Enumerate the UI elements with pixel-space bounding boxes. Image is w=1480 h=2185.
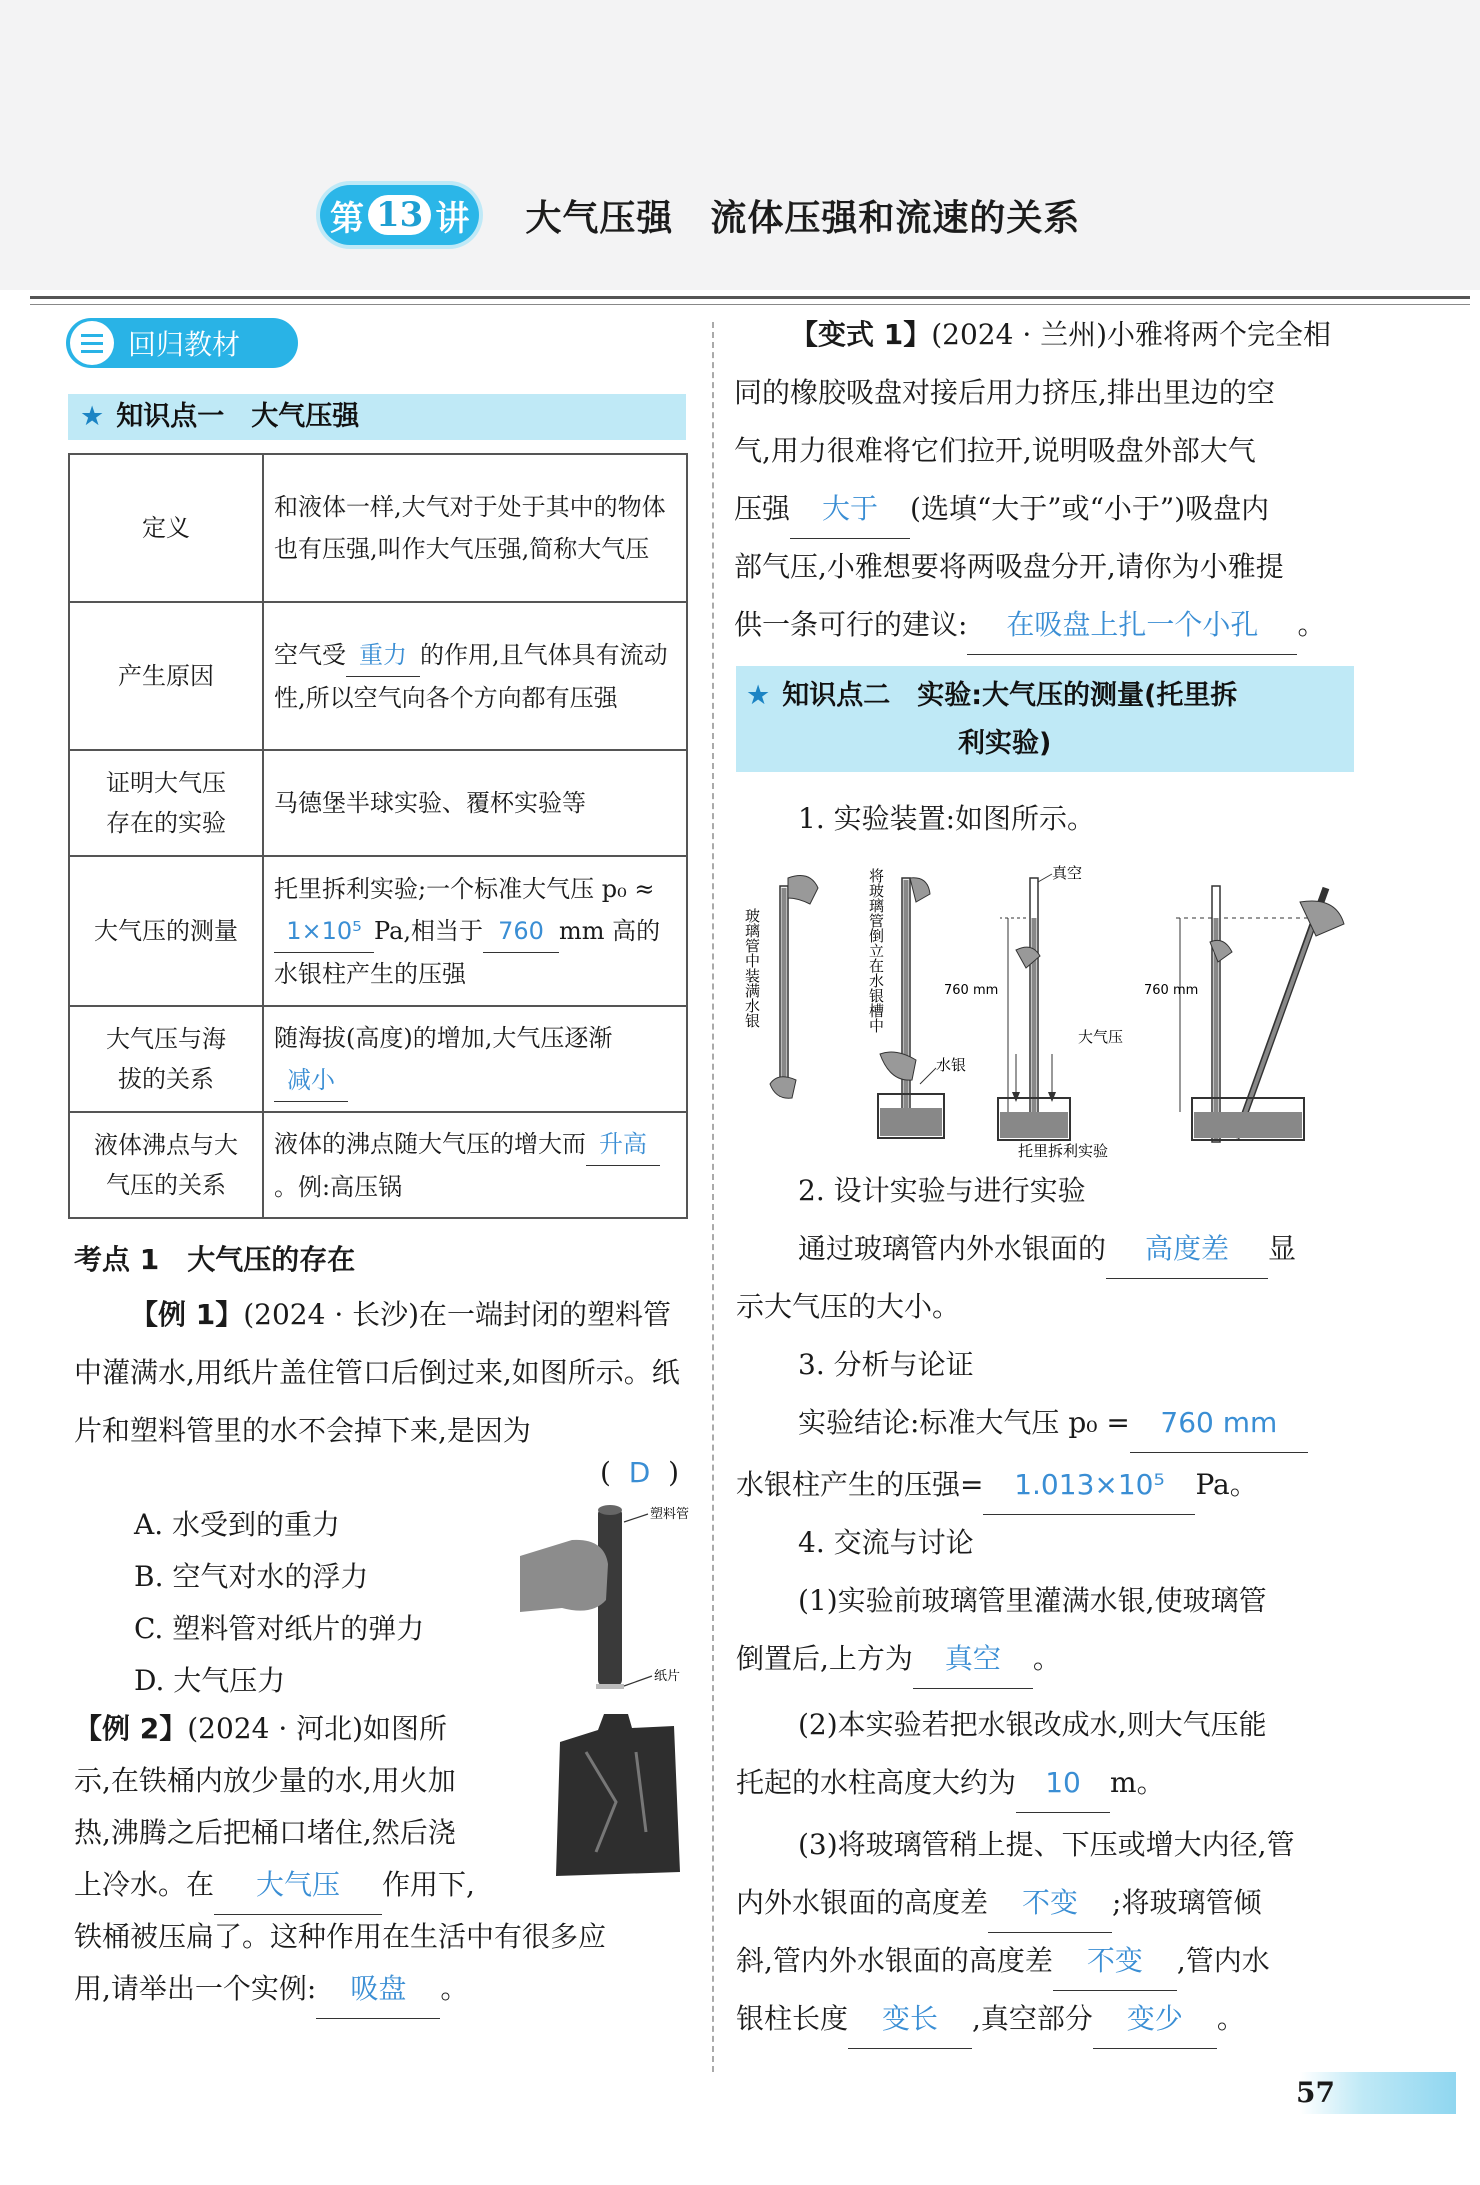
text: ,真空部分 xyxy=(972,2002,1093,2035)
torricelli-figure xyxy=(740,858,1360,1158)
variant-1-line2: 同的橡胶吸盘对接后用力挤压,排出里边的空 xyxy=(734,376,1275,409)
row-head: 大气压的测量 xyxy=(69,856,263,1006)
experiment-step-1: 1. 实验装置:如图所示。 xyxy=(798,802,1096,835)
variant-1-line5: 部气压,小雅想要将两吸盘分开,请你为小雅提 xyxy=(734,550,1284,583)
answer-blank: 变长 xyxy=(848,1990,972,2049)
text: 知识点二 实验:大气压的测量(托里拆 xyxy=(782,680,1238,711)
hand-shape xyxy=(520,1540,608,1612)
text: Pa,相当于 xyxy=(374,916,484,945)
lesson-title xyxy=(320,180,1080,250)
discussion-q3-line1: (3)将玻璃管稍上提、下压或增大内径,管 xyxy=(798,1828,1295,1861)
text: 显 xyxy=(1268,1232,1297,1265)
paper-sheet-shape xyxy=(596,1684,624,1689)
row-content: 马德堡半球实验、覆杯实验等 xyxy=(263,750,687,856)
knowledge-point-2-line1 xyxy=(746,672,1344,720)
text: 供一条可行的建议: xyxy=(734,608,968,641)
experiment-step-2: 2. 设计实验与进行实验 xyxy=(798,1174,1086,1207)
crushed-can-figure xyxy=(546,1712,686,1882)
head-line: 液体沸点与大 xyxy=(94,1131,238,1159)
option-b: B. 空气对水的浮力 xyxy=(134,1560,369,1593)
row-content xyxy=(263,1112,687,1218)
experiment-step-3: 3. 分析与论证 xyxy=(798,1348,974,1381)
section-pill-label: 回归教材 xyxy=(128,328,241,361)
text: ;将玻璃管倾 xyxy=(1112,1886,1262,1919)
header-divider-thin xyxy=(30,304,1470,305)
example-2-line3: 热,沸腾之后把桶口堵住,然后浇 xyxy=(74,1816,456,1849)
figure-label-tube: 塑料管 xyxy=(650,1507,690,1522)
example-2-line5: 铁桶被压扁了。这种作用在生活中有很多应 xyxy=(74,1920,607,1953)
answer-blank: 变少 xyxy=(1093,1990,1217,2049)
text: 上冷水。在 xyxy=(74,1868,215,1901)
answer-blank: 760 xyxy=(483,910,559,953)
section-pill xyxy=(66,318,298,368)
text: Pa。 xyxy=(1195,1468,1258,1501)
column-divider xyxy=(712,322,714,2072)
answer-blank: 升高 xyxy=(586,1123,660,1166)
text: (2024 · 河北)如图所 xyxy=(187,1712,448,1745)
experiment-step-2b: 示大气压的大小。 xyxy=(736,1290,961,1323)
text: 压强 xyxy=(734,492,791,525)
text: 通过玻璃管内外水银面的 xyxy=(798,1232,1107,1265)
discussion-q1-line1: (1)实验前玻璃管里灌满水银,使玻璃管 xyxy=(798,1584,1267,1617)
answer-blank: 10 xyxy=(1016,1754,1110,1813)
text: ,管内水 xyxy=(1176,1944,1270,1977)
lesson-badge xyxy=(320,185,479,245)
row-content xyxy=(263,602,687,750)
text: 实验结论:标准大气压 p₀ = xyxy=(798,1406,1130,1439)
answer-blank: 减小 xyxy=(274,1059,348,1102)
variant-1-tag: 【变式 1】 xyxy=(790,318,932,351)
experiment-step-4: 4. 交流与讨论 xyxy=(798,1526,974,1559)
plastic-tube-figure xyxy=(512,1500,698,1700)
discussion-q3-line2 xyxy=(736,1874,1261,1933)
row-content: 和液体一样,大气对于处于其中的物体也有压强,叫作大气压强,简称大气压 xyxy=(263,454,687,602)
answer-blank: 1.013×10⁵ xyxy=(983,1456,1195,1515)
knowledge-point-1-heading xyxy=(68,394,686,440)
text: (选填“大于”或“小于”)吸盘内 xyxy=(910,492,1270,525)
head-line: 气压的关系 xyxy=(106,1171,226,1199)
knowledge-table xyxy=(68,453,688,1219)
header-divider xyxy=(30,296,1470,299)
page-title: 大气压强 流体压强和流速的关系 xyxy=(525,197,1081,239)
variant-1-line4 xyxy=(734,480,1269,539)
table-row xyxy=(69,1006,687,1112)
text: 。 xyxy=(1216,2002,1245,2035)
label-mercury: 水银 xyxy=(936,1056,967,1074)
can-shape xyxy=(556,1714,680,1876)
figure-caption: 托里拆利实验 xyxy=(1018,1142,1109,1158)
book-icon xyxy=(70,321,114,365)
text: 。例:高压锅 xyxy=(274,1172,403,1201)
option-d: D. 大气压力 xyxy=(134,1664,286,1697)
knowledge-point-1-title: 知识点一 大气压强 xyxy=(116,401,360,432)
head-line: 证明大气压 xyxy=(106,769,226,797)
variant-1-line6 xyxy=(734,596,1325,655)
answer-blank: 不变 xyxy=(988,1874,1112,1933)
discussion-q1-line2 xyxy=(736,1630,1061,1689)
discussion-q3-line4 xyxy=(736,1990,1245,2049)
discussion-q2-line1: (2)本实验若把水银改成水,则大气压能 xyxy=(798,1708,1267,1741)
table-row xyxy=(69,856,687,1006)
badge-number: 13 xyxy=(368,195,431,235)
example-1-text xyxy=(74,1286,686,1460)
example-1-question: (2024 · 长沙)在一端封闭的塑料管中灌满水,用纸片盖住管口后倒过来,如图所示。纸片和塑料管里的水不会掉下来,是因为 xyxy=(74,1298,680,1447)
example-2-line6 xyxy=(74,1960,468,2019)
experiment-step-2a xyxy=(798,1220,1296,1279)
example-2-line2: 示,在铁桶内放少量的水,用火加 xyxy=(74,1764,456,1797)
answer-blank: 大气压 xyxy=(214,1856,382,1915)
row-content xyxy=(263,856,687,1006)
star-icon: ★ xyxy=(80,401,105,432)
text: m。 xyxy=(1110,1766,1165,1799)
text: 的作用,且气体具有流动性,所以空气向各个方向都有压强 xyxy=(274,640,668,712)
text: 。 xyxy=(1032,1642,1061,1675)
knowledge-point-2-line2: 利实验) xyxy=(958,728,1052,759)
row-head xyxy=(69,750,263,856)
answer-blank: 1×10⁵ xyxy=(274,910,374,953)
row-head: 产生原因 xyxy=(69,602,263,750)
text: 水银柱产生的压强= xyxy=(736,1468,984,1501)
example-2-tag: 【例 2】 xyxy=(74,1712,188,1745)
head-line: 拔的关系 xyxy=(118,1065,214,1093)
answer-blank: 大于 xyxy=(790,480,910,539)
page-number: 57 xyxy=(1296,2076,1335,2109)
kaodian-heading: 考点 1 大气压的存在 xyxy=(74,1243,356,1276)
head-line: 大气压与海 xyxy=(106,1025,226,1053)
badge-suffix: 讲 xyxy=(435,198,470,239)
head-line: 存在的实验 xyxy=(106,809,226,837)
row-content xyxy=(263,1006,687,1112)
example-2-line4 xyxy=(74,1856,475,1915)
label-atm: 大气压 xyxy=(1078,1028,1124,1046)
text: 托里拆利实验;一个标准大气压 p₀ ≈ xyxy=(274,874,655,903)
experiment-step-3a xyxy=(798,1394,1308,1453)
text: 液体的沸点随大气压的增大而 xyxy=(274,1129,586,1158)
table-row xyxy=(69,602,687,750)
text: 托起的水柱高度大约为 xyxy=(736,1766,1017,1799)
badge-prefix: 第 xyxy=(330,198,364,239)
text: 随海拔(高度)的增加,大气压逐渐 xyxy=(274,1023,613,1052)
table-row xyxy=(69,1112,687,1218)
discussion-q2-line2 xyxy=(736,1754,1165,1813)
text: 作用下, xyxy=(382,1868,475,1901)
text: 用,请举出一个实例: xyxy=(74,1972,317,2005)
option-a: A. 水受到的重力 xyxy=(134,1508,341,1541)
example-1-tag: 【例 1】 xyxy=(130,1298,244,1331)
text: 。 xyxy=(1297,608,1326,641)
variant-1-line1 xyxy=(734,306,1331,364)
text: (2024 · 兰州)小雅将两个完全相 xyxy=(931,318,1332,351)
example-2-line1 xyxy=(74,1700,447,1758)
example-1-answer: D xyxy=(628,1456,651,1489)
row-head: 定义 xyxy=(69,454,263,602)
knowledge-point-2-heading xyxy=(736,666,1354,772)
label-vacuum: 真空 xyxy=(1052,864,1083,882)
answer-blank: 在吸盘上扎一个小孔 xyxy=(967,596,1297,655)
row-head xyxy=(69,1112,263,1218)
answer-blank: 真空 xyxy=(913,1630,1033,1689)
answer-bracket: ( D ) xyxy=(600,1456,680,1489)
text: 斜,管内外水银面的高度差 xyxy=(736,1944,1053,1977)
text: 银柱长度 xyxy=(736,2002,849,2035)
table-row xyxy=(69,454,687,602)
experiment-step-3b xyxy=(736,1456,1258,1515)
row-head xyxy=(69,1006,263,1112)
variant-1-line3: 气,用力很难将它们拉开,说明吸盘外部大气 xyxy=(734,434,1256,467)
answer-blank: 吸盘 xyxy=(316,1960,440,2019)
discussion-q3-line3 xyxy=(736,1932,1270,1991)
label-invert-tube: 将玻璃管倒立在水银槽中 xyxy=(867,868,885,1033)
label-height-a: 760 mm xyxy=(944,983,999,998)
label-height-b: 760 mm xyxy=(1144,983,1199,998)
label-fill-tube: 玻璃管中装满水银 xyxy=(743,908,761,1028)
star-icon: ★ xyxy=(746,680,771,711)
answer-blank: 不变 xyxy=(1053,1932,1177,1991)
text: 。 xyxy=(440,1972,469,2005)
text: 内外水银面的高度差 xyxy=(736,1886,989,1919)
table-row xyxy=(69,750,687,856)
option-c: C. 塑料管对纸片的弹力 xyxy=(134,1612,425,1645)
answer-blank: 重力 xyxy=(346,634,420,677)
text: 空气受 xyxy=(274,640,346,669)
text: 倒置后,上方为 xyxy=(736,1642,913,1675)
figure-label-paper: 纸片 xyxy=(654,1669,681,1684)
answer-blank: 760 mm xyxy=(1130,1394,1308,1453)
answer-blank: 高度差 xyxy=(1106,1220,1268,1279)
text: mm 高的水银柱产生的压强 xyxy=(274,916,661,988)
